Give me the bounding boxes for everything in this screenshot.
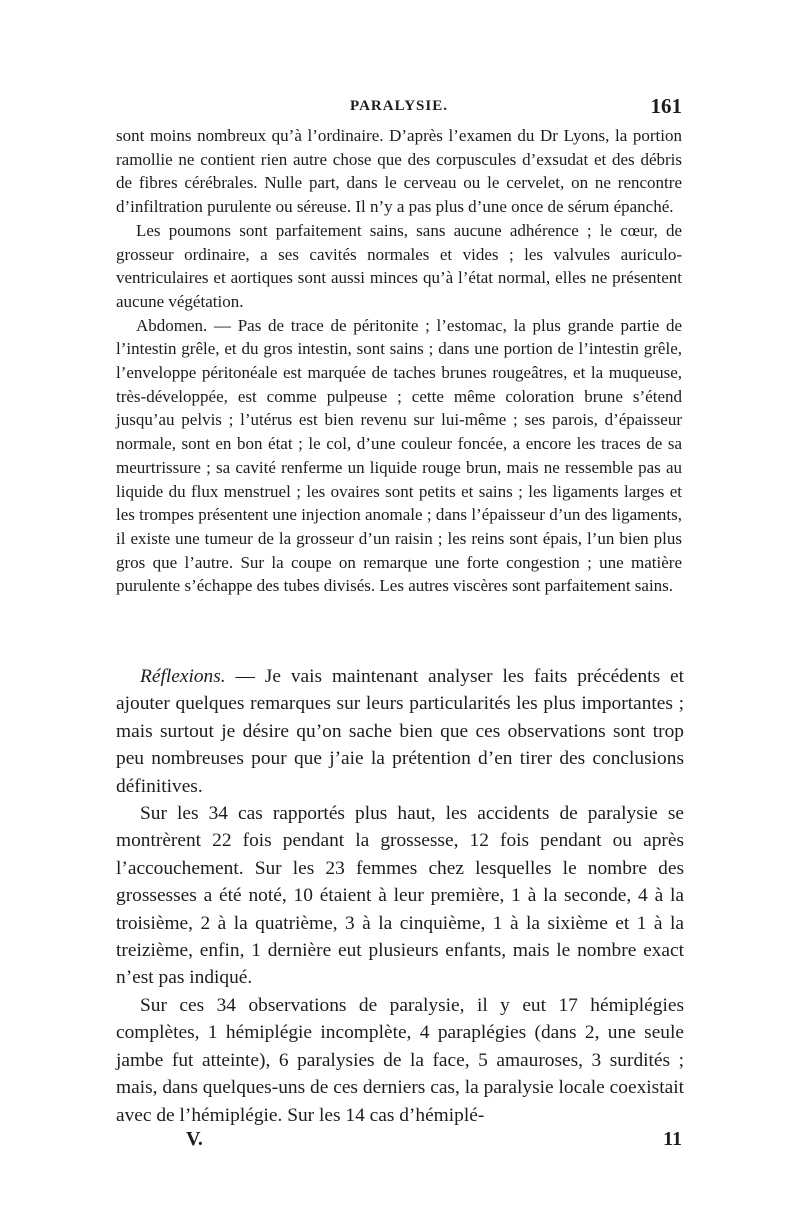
signature-number: 11 xyxy=(663,1128,682,1150)
reflexions-section xyxy=(116,663,684,1129)
reflexions-heading: Réflexions. xyxy=(140,666,226,687)
reflexions-intro: — Je vais maintenant analyser les faits précédents et ajouter quelques remarques sur leurs particularités les plus importantes ; mais surtout je désire qu’on sache bien que ces observations sont trop peu nombreuses pour que j’aie la prétention d’en tirer des conclusions définitives. xyxy=(116,666,684,797)
paragraph-autopsy-brain: sont moins nombreux qu’à l’ordinaire. D’après l’examen du Dr Lyons, la portion ramollie ne contient rien autre chose que des corpuscules d’exsudat et des débris de fibres cérébrales. Nulle part, dans le cerveau ou le cervelet, on ne rencontre d’infiltration purulente ou séreuse. Il n’y a pas plus d’une once de sérum épanché. xyxy=(116,126,682,217)
paragraph-case-counts: Sur les 34 cas rapportés plus haut, les accidents de paralysie se montrèrent 22 fois pendant la grossesse, 12 fois pendant ou après l’accouchement. Sur les 23 femmes chez lesquelles le nombre des grossesses a été noté, 10 étaient à leur première, 1 à la seconde, 4 à la troisième, 2 à la quatrième, 3 à la cinquième, 1 à la sixième et 1 à la treizième, enfin, 1 dernière eut plusieurs enfants, mais le nombre exact n’est pas indiqué. xyxy=(116,803,684,989)
paragraph-reflexions xyxy=(116,663,684,800)
observation-text xyxy=(116,124,682,598)
paragraph-lungs-heart: Les poumons sont parfaitement sains, sans aucune adhérence ; le cœur, de grosseur ordinaire, a ses cavités normales et vides ; les valvules auriculo-ventriculaires et aortiques sont aussi minces qu’à l’état normal, elles ne présentent aucune végétation. xyxy=(116,220,682,311)
signature-letter: V. xyxy=(186,1128,203,1150)
paragraph-paralysis-types: Sur ces 34 observations de paralysie, il y eut 17 hémiplégies complètes, 1 hémiplégie incomplète, 4 paraplégies (dans 2, une seule jambe fut atteinte), 6 paralysies de la face, 5 amauroses, 3 surdités ; mais, dans quelques-uns de ces derniers cas, la paralysie locale coexistait avec de l’hémiplégie. Sur les 14 cas d’hémiplé- xyxy=(116,994,684,1126)
paragraph-abdomen: Abdomen. — Pas de trace de péritonite ; l’estomac, la plus grande partie de l’intestin grêle, et du gros intestin, sont sains ; dans une portion de l’intestin grêle, l’enveloppe péritonéale est marquée de taches brunes rougeâtres, et la muqueuse, très-développée, est comme pulpeuse ; cette même coloration brune s’étend jusqu’au pelvis ; l’utérus est bien revenu sur lui-même ; ses parois, d’épaisseur normale, sont en bon état ; le col, d’une couleur foncée, a encore les traces de sa meurtrissure ; sa cavité renferme un liquide rouge brun, mais ne ressemble pas au liquide du flux menstruel ; les ovaires sont petits et sains ; les ligaments larges et les trompes présentent une injection anomale ; dans l’épaisseur d’un des ligaments, il existe une tumeur de la grosseur d’un raisin ; les reins sont épais, l’un bien plus gros que l’autre. Sur la coupe on remarque une forte congestion ; une matière purulente s’échappe des tubes divisés. Les autres viscères sont parfaitement sains. xyxy=(116,315,682,596)
running-head xyxy=(116,94,682,120)
page-number: 161 xyxy=(650,94,682,118)
running-title: PARALYSIE. xyxy=(350,98,448,114)
signature-mark xyxy=(116,1128,682,1158)
